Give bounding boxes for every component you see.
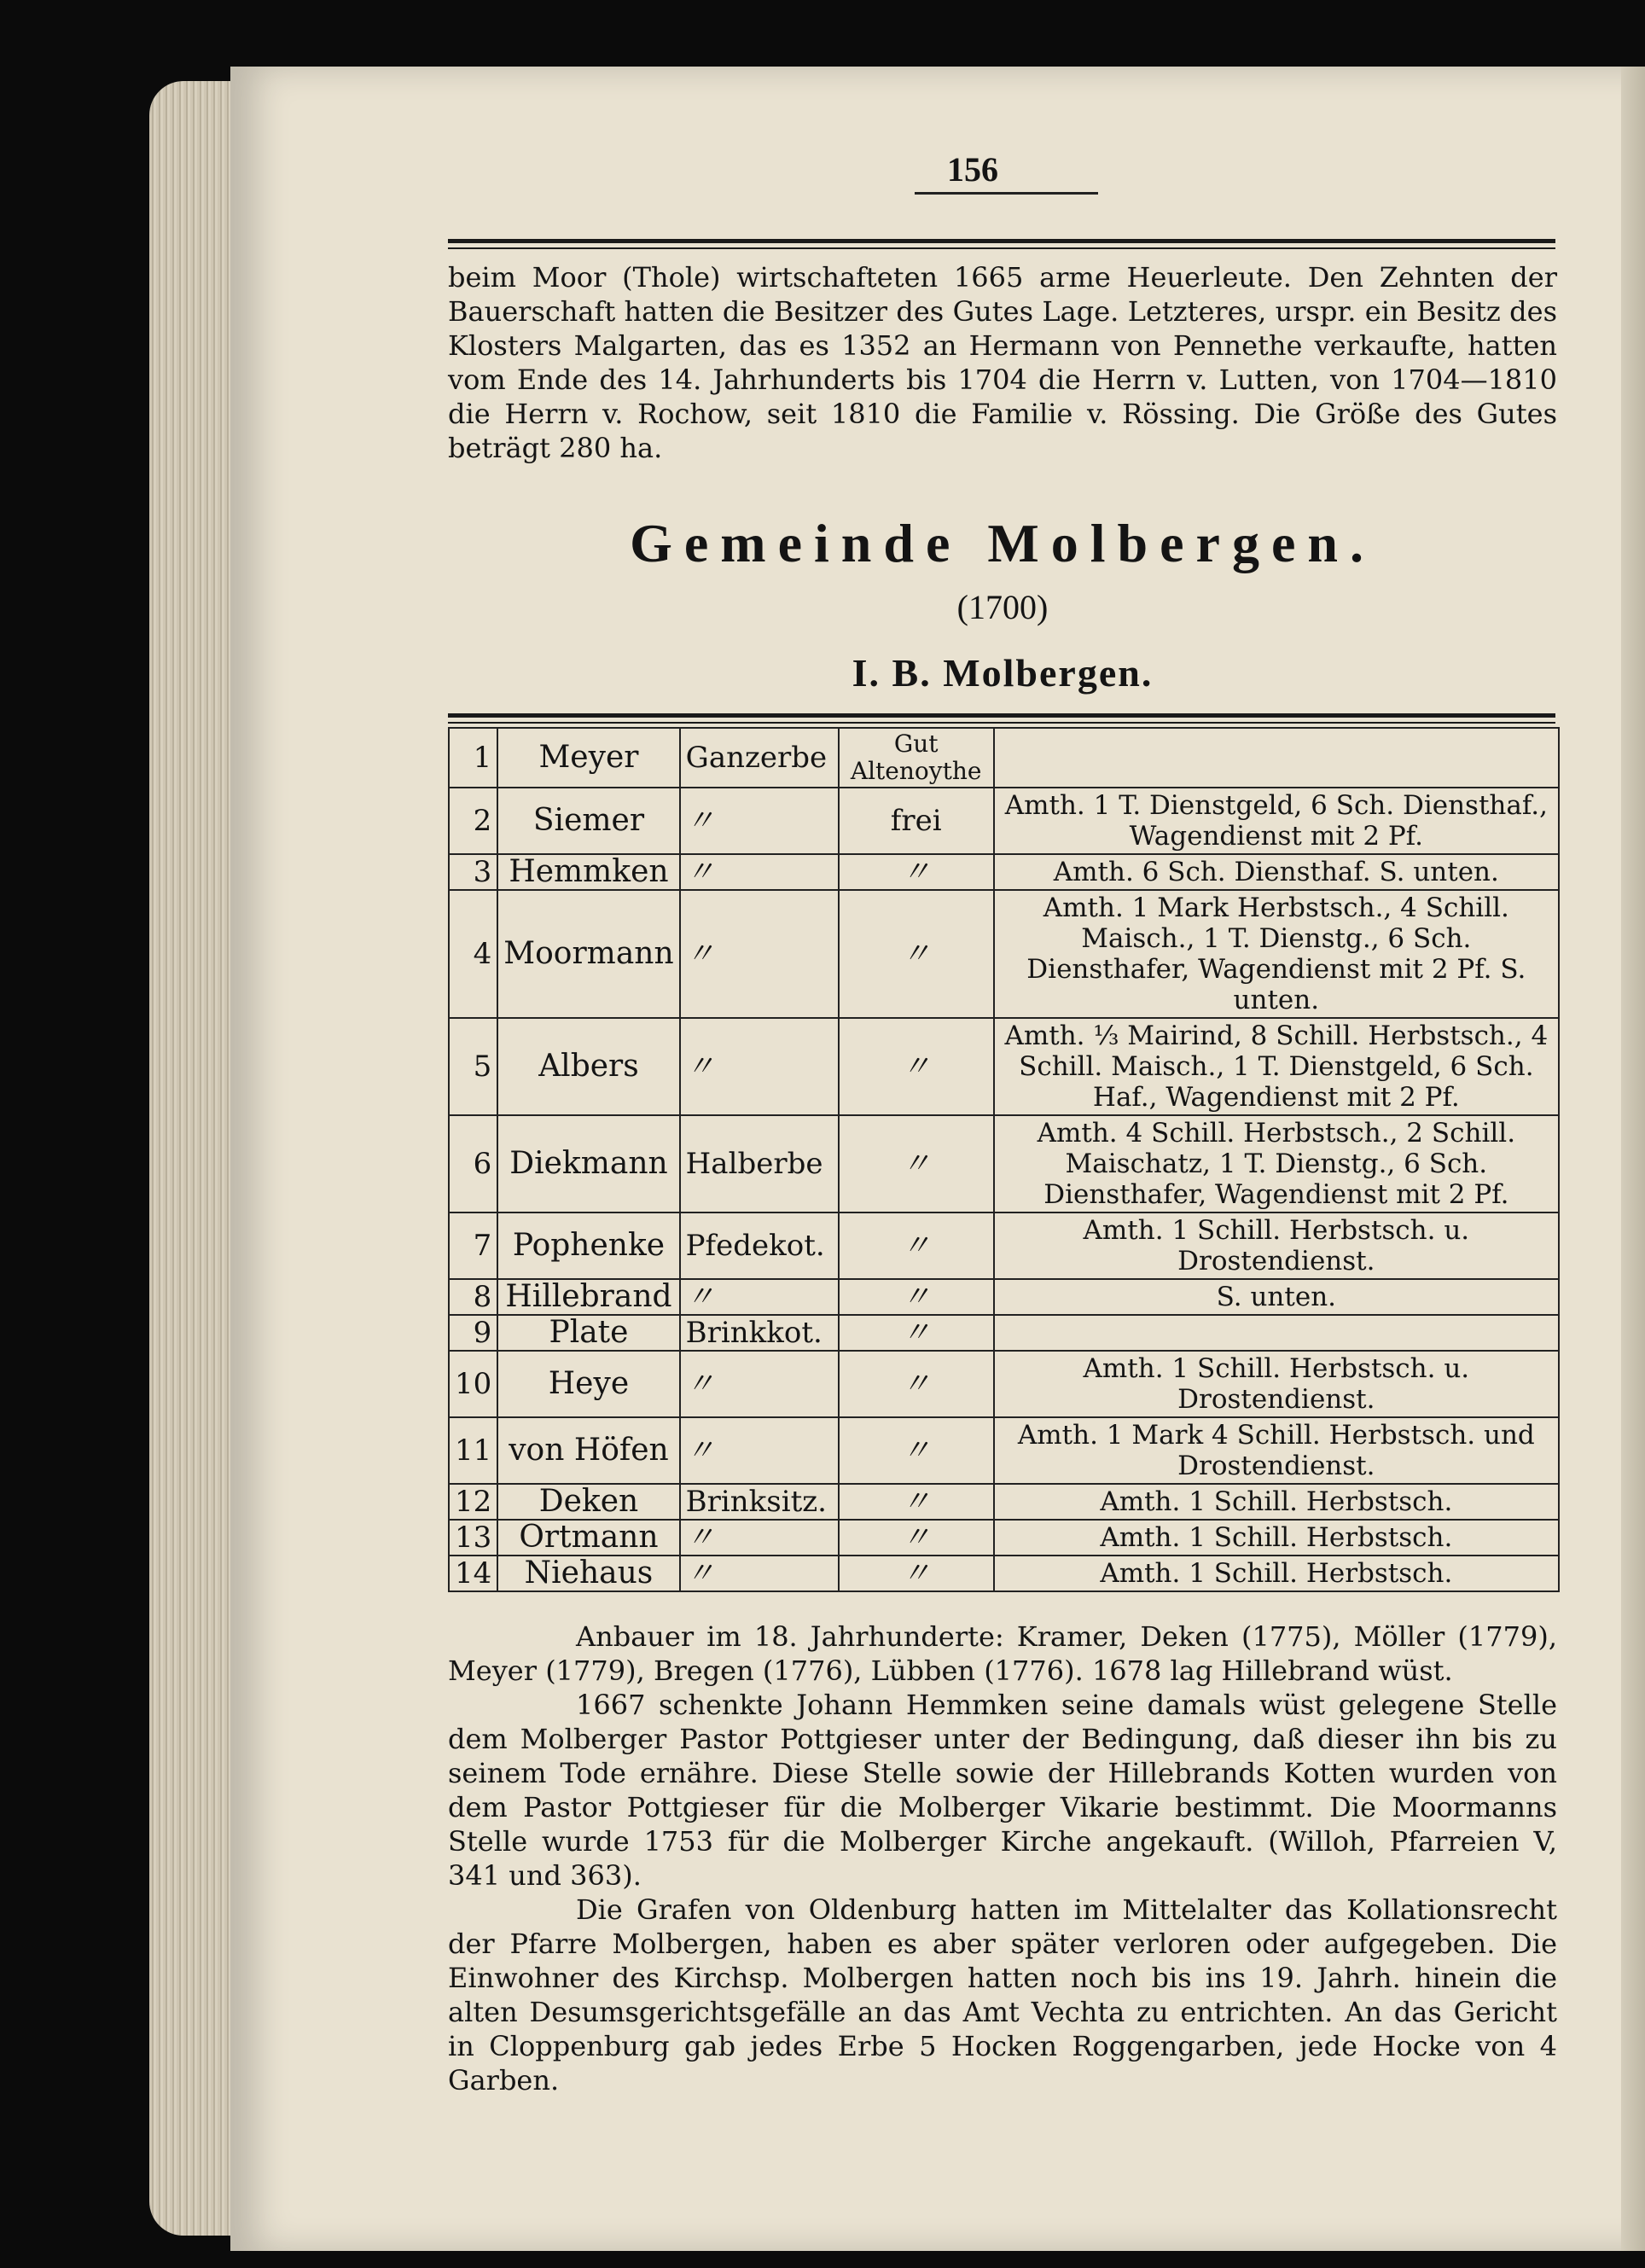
- row-number: 10: [449, 1351, 497, 1417]
- paragraph-anbauer-text: Anbauer im 18. Jahrhunderte: Kramer, Deken (1775), Möller (1779), Meyer (1779), Bregen (1776), Lübben (1776). 1678 lag Hillebrand wüst.: [448, 1620, 1557, 1687]
- row-number: 14: [449, 1556, 497, 1591]
- gut-status: 〃: [839, 1520, 994, 1556]
- page-number: 156: [947, 150, 998, 189]
- gut-status: 〃: [839, 1213, 994, 1279]
- table-row: [449, 1417, 1559, 1484]
- row-number: 1: [449, 728, 497, 788]
- farm-name: Deken: [497, 1484, 679, 1520]
- duties: Amth. 1 Schill. Herbstsch.: [994, 1520, 1559, 1556]
- farm-class: 〃: [680, 1520, 839, 1556]
- row-number: 7: [449, 1213, 497, 1279]
- farm-class: Pfedekot.: [680, 1213, 839, 1279]
- farm-name: Ortmann: [497, 1520, 679, 1556]
- row-number: 12: [449, 1484, 497, 1520]
- row-number: 5: [449, 1018, 497, 1115]
- table-row: [449, 1315, 1559, 1351]
- heading-year: (1700): [956, 588, 1049, 626]
- duties: Amth. 1 Schill. Herbstsch.: [994, 1556, 1559, 1591]
- table-row: [449, 1018, 1559, 1115]
- duties: S. unten.: [994, 1279, 1559, 1315]
- farm-class: 〃: [680, 890, 839, 1018]
- farm-name: Hemmken: [497, 854, 679, 890]
- row-number: 6: [449, 1115, 497, 1213]
- gut-status: 〃: [839, 1315, 994, 1351]
- paragraph-grafen: [448, 1893, 1557, 2097]
- farm-class: Brinksitz.: [680, 1484, 839, 1520]
- farm-class: 〃: [680, 854, 839, 890]
- table-row: [449, 854, 1559, 890]
- farm-name: Moormann: [497, 890, 679, 1018]
- duties: Amth. 6 Sch. Diensthaf. S. unten.: [994, 854, 1559, 890]
- paragraph-grafen-text: Die Grafen von Oldenburg hatten im Mittelalter das Kollationsrecht der Pfarre Molbergen, haben es aber später verloren oder aufgegeben. Die Einwohner des Kirchsp. Molbergen hatten noch bis ins 19. Jahrh. hinein die alten Desumsgerichtsgefälle an das Amt Vechta zu entrichten. An das Gericht in Cloppenburg gab jedes Erbe 5 Hocken Roggengarben, jede Hocke von 4 Garben.: [448, 1893, 1557, 2096]
- gut-status: 〃: [839, 1484, 994, 1520]
- table-row: [449, 1484, 1559, 1520]
- table-row: [449, 1351, 1559, 1417]
- row-number: 9: [449, 1315, 497, 1351]
- duties: [994, 1315, 1559, 1351]
- farm-name: von Höfen: [497, 1417, 679, 1484]
- intro-paragraph: beim Moor (Thole) wirtschafteten 1665 arme Heuerleute. Den Zehnten der Bauerschaft hatten die Besitzer des Gutes Lage. Letzteres, urspr. ein Besitz des Klosters Malgarten, das es 1352 an Hermann von Pennethe verkaufte, hatten vom Ende des 14. Jahrhunderts bis 1704 die Herrn v. Lutten, von 1704—1810 die Herrn v. Rochow, seit 1810 die Familie v. Rössing. Die Größe des Gutes beträgt 280 ha.: [448, 261, 1557, 464]
- farm-class: Halberbe: [680, 1115, 839, 1213]
- paragraph-anbauer: [448, 1620, 1557, 1688]
- farm-class: 〃: [680, 1279, 839, 1315]
- table-row: [449, 1520, 1559, 1556]
- gut-status: 〃: [839, 1279, 994, 1315]
- gut-status: 〃: [839, 1417, 994, 1484]
- row-number: 3: [449, 854, 497, 890]
- farm-class: 〃: [680, 1417, 839, 1484]
- table-row: [449, 788, 1559, 854]
- farm-register-table: [448, 727, 1560, 1592]
- farm-name: Pophenke: [497, 1213, 679, 1279]
- duties: Amth. 1 T. Dienstgeld, 6 Sch. Diensthaf., Wagendienst mit 2 Pf.: [994, 788, 1559, 854]
- table-row: [449, 890, 1559, 1018]
- duties: Amth. 1 Schill. Herbstsch. u. Drostendienst.: [994, 1351, 1559, 1417]
- duties: Amth. 1 Schill. Herbstsch. u. Drostendienst.: [994, 1213, 1559, 1279]
- row-number: 2: [449, 788, 497, 854]
- gut-status: 〃: [839, 1018, 994, 1115]
- farm-name: Plate: [497, 1315, 679, 1351]
- row-number: 13: [449, 1520, 497, 1556]
- gut-status: 〃: [839, 1351, 994, 1417]
- farm-class: 〃: [680, 1556, 839, 1591]
- table-row: [449, 728, 1559, 788]
- heading-section: I. B. Molbergen.: [852, 651, 1154, 695]
- duties: Amth. 4 Schill. Herbstsch., 2 Schill. Maischatz, 1 T. Dienstg., 6 Sch. Diensthafer, Wagendienst mit 2 Pf.: [994, 1115, 1559, 1213]
- farm-name: Albers: [497, 1018, 679, 1115]
- duties: Amth. ⅓ Mairind, 8 Schill. Herbstsch., 4 Schill. Maisch., 1 T. Dienstgeld, 6 Sch. Haf., Wagendienst mit 2 Pf.: [994, 1018, 1559, 1115]
- farm-name: Niehaus: [497, 1556, 679, 1591]
- table-top-rule: [448, 713, 1555, 724]
- duties: Amth. 1 Mark Herbstsch., 4 Schill. Maisch., 1 T. Dienstg., 6 Sch. Diensthafer, Wagendienst mit 2 Pf. S. unten.: [994, 890, 1559, 1018]
- farm-class: 〃: [680, 1351, 839, 1417]
- gut-column-header: Gut Altenoythe: [839, 728, 994, 788]
- duties: Amth. 1 Mark 4 Schill. Herbstsch. und Drostendienst.: [994, 1417, 1559, 1484]
- header-double-rule: [448, 239, 1555, 249]
- gut-status: 〃: [839, 1115, 994, 1213]
- heading-gemeinde: Gemeinde Molbergen.: [630, 513, 1375, 573]
- paragraph-1667: [448, 1688, 1557, 1893]
- farm-class: Brinkkot.: [680, 1315, 839, 1351]
- gut-status: 〃: [839, 854, 994, 890]
- page-margin-strip: [1621, 67, 1645, 2251]
- gut-status: 〃: [839, 890, 994, 1018]
- farm-class: Ganzerbe: [680, 728, 839, 788]
- farm-name: Hillebrand: [497, 1279, 679, 1315]
- gut-status: 〃: [839, 1556, 994, 1591]
- table-row: [449, 1213, 1559, 1279]
- farm-class: 〃: [680, 1018, 839, 1115]
- duties: Amth. 1 Schill. Herbstsch.: [994, 1484, 1559, 1520]
- row-number: 8: [449, 1279, 497, 1315]
- farm-class: 〃: [680, 788, 839, 854]
- farm-name: Heye: [497, 1351, 679, 1417]
- row-number: 4: [449, 890, 497, 1018]
- farm-name: Meyer: [497, 728, 679, 788]
- page-number-underline: [915, 192, 1098, 195]
- duties: [994, 728, 1559, 788]
- table-row: [449, 1115, 1559, 1213]
- table-row: [449, 1556, 1559, 1591]
- paragraph-1667-text: 1667 schenkte Johann Hemmken seine damals wüst gelegene Stelle dem Molberger Pastor Pottgieser unter der Bedingung, daß dieser ihn bis zu seinem Tode ernähre. Diese Stelle sowie der Hillebrands Kotten wurden von dem Pastor Pottgieser für die Molberger Vikarie bestimmt. Die Moormanns Stelle wurde 1753 für die Molberger Kirche angekauft. (Willoh, Pfarreien V, 341 und 363).: [448, 1689, 1557, 1892]
- row-number: 11: [449, 1417, 497, 1484]
- gut-status: frei: [839, 788, 994, 854]
- farm-name: Siemer: [497, 788, 679, 854]
- table-row: [449, 1279, 1559, 1315]
- farm-name: Diekmann: [497, 1115, 679, 1213]
